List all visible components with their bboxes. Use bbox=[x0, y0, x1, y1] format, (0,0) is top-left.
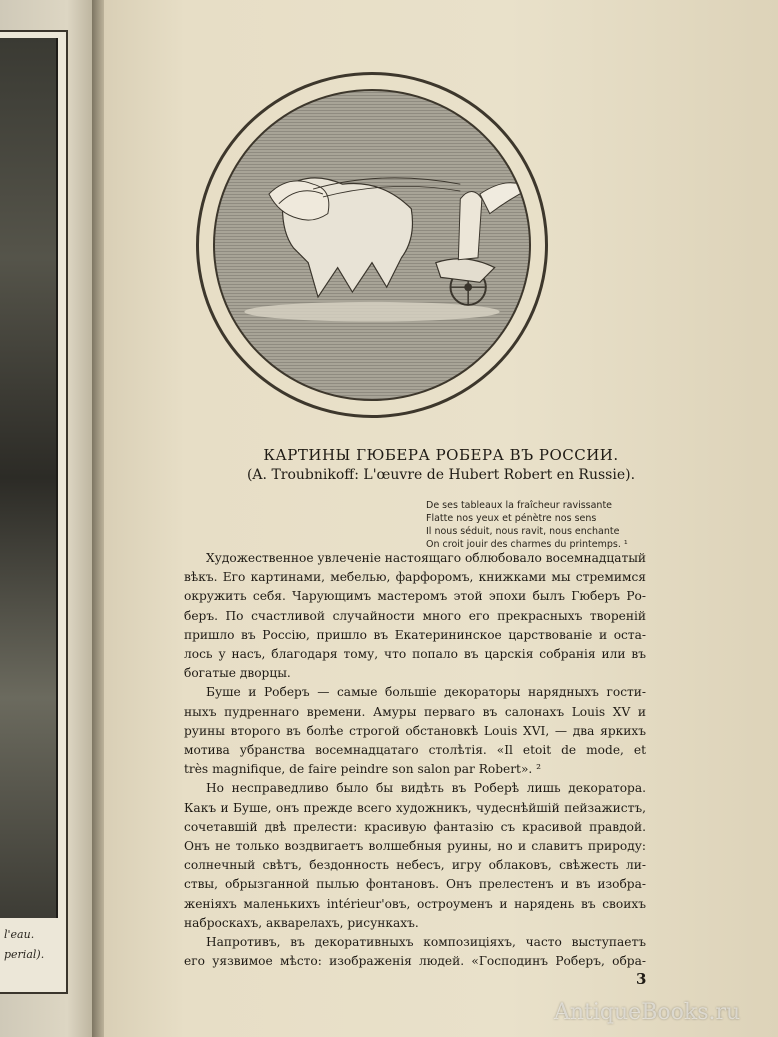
epigraph-line: Flatte nos yeux et pénètre nos sens bbox=[426, 513, 597, 524]
body-line: наброскахъ, акварелахъ, рисункахъ. bbox=[184, 915, 419, 930]
article-body bbox=[184, 549, 646, 971]
body-line: руины второго въ болѣе строгой обстановкѣ Louis XVI, — два яркихъ bbox=[184, 723, 646, 738]
chariot-engraving-image bbox=[213, 89, 531, 401]
body-line: Художественное увлеченіе настоящаго облюбовало восемнадцатый bbox=[206, 551, 647, 565]
body-line: Но несправедливо было бы видѣть въ Роберѣ лишь декоратора. bbox=[206, 781, 646, 796]
body-line: мотива убранства восемнадцатаго столѣтiя. «Il etoit de mode, et bbox=[184, 743, 646, 758]
body-line: ныхъ пудреннаго времени. Амуры перваго въ салонахъ Louis XV и bbox=[184, 704, 646, 719]
left-caption-line-2: perial). bbox=[4, 948, 45, 961]
body-line: беръ. По счастливой случайности много его прекрасныхъ творенiй bbox=[184, 608, 646, 623]
book-page bbox=[104, 0, 778, 1037]
body-line: его уязвимое мѣсто: изображенiя людей. «Господинъ Роберъ, обра- bbox=[184, 954, 646, 969]
body-line: солнечный свѣтъ, бездонность небесъ, игру облаковъ, свѣжесть ли- bbox=[184, 858, 646, 873]
body-line: ствы, обрызганной пылью фонтановъ. Онъ прелестенъ и въ изобра- bbox=[184, 877, 646, 892]
article-title: КАРТИНЫ ГЮБЕРА РОБЕРА ВЪ РОССИИ. bbox=[263, 446, 619, 464]
epigraph-line: Il nous séduit, nous ravit, nous enchante bbox=[426, 526, 620, 537]
body-line: вѣкъ. Его картинами, мебелью, фарфоромъ, книжками мы стремимся bbox=[184, 570, 646, 585]
photo-plate-frame bbox=[0, 30, 68, 994]
body-line: Онъ не только воздвигаетъ волшебныя руины, но и славитъ природу: bbox=[184, 839, 646, 854]
body-line: très magnifique, de faire peindre son salon par Robert». ² bbox=[184, 762, 542, 777]
epigraph bbox=[426, 499, 628, 551]
article-subtitle: (A. Troubnikoff: L'œuvre de Hubert Robert en Russie). bbox=[246, 467, 636, 483]
page-number: 3 bbox=[636, 970, 647, 988]
body-line: Напротивъ, въ декоративныхъ композицiяхъ, часто выступаетъ bbox=[206, 935, 646, 950]
left-page bbox=[0, 0, 96, 1037]
left-caption-line-1: l'eau. bbox=[4, 928, 35, 941]
epigraph-line: On croit jouir des charmes du printemps. ¹ bbox=[426, 539, 628, 550]
body-line: пришло въ Россiю, пришло въ Екатерининское царствованiе и оста- bbox=[184, 627, 646, 642]
engraved-medallion bbox=[196, 72, 548, 418]
body-line: Какъ и Буше, онъ прежде всего художникъ, чудеснѣйшiй пейзажистъ, bbox=[184, 800, 646, 815]
body-line: женiяхъ маленькихъ intérieur'овъ, остроуменъ и нарядень въ своихъ bbox=[184, 896, 646, 911]
body-line: богатые дворцы. bbox=[184, 666, 291, 681]
body-line: окружить себя. Чарующимъ мастеромъ этой эпохи былъ Гюберъ Ро- bbox=[184, 589, 646, 604]
body-line: сочетавшiй двѣ прелести: красивую фантазiю съ красивой правдой. bbox=[184, 819, 646, 834]
epigraph-line: De ses tableaux la fraîcheur ravissante bbox=[426, 500, 613, 511]
watermark-text: AntiqueBooks.ru bbox=[554, 1000, 741, 1025]
body-line: лось у насъ, благодаря тому, что попало въ царскiя собранiя или въ bbox=[184, 647, 646, 662]
body-line: Буше и Роберъ — самые большiе декораторы нарядныхъ гости- bbox=[206, 685, 646, 700]
photo-plate bbox=[0, 38, 58, 918]
